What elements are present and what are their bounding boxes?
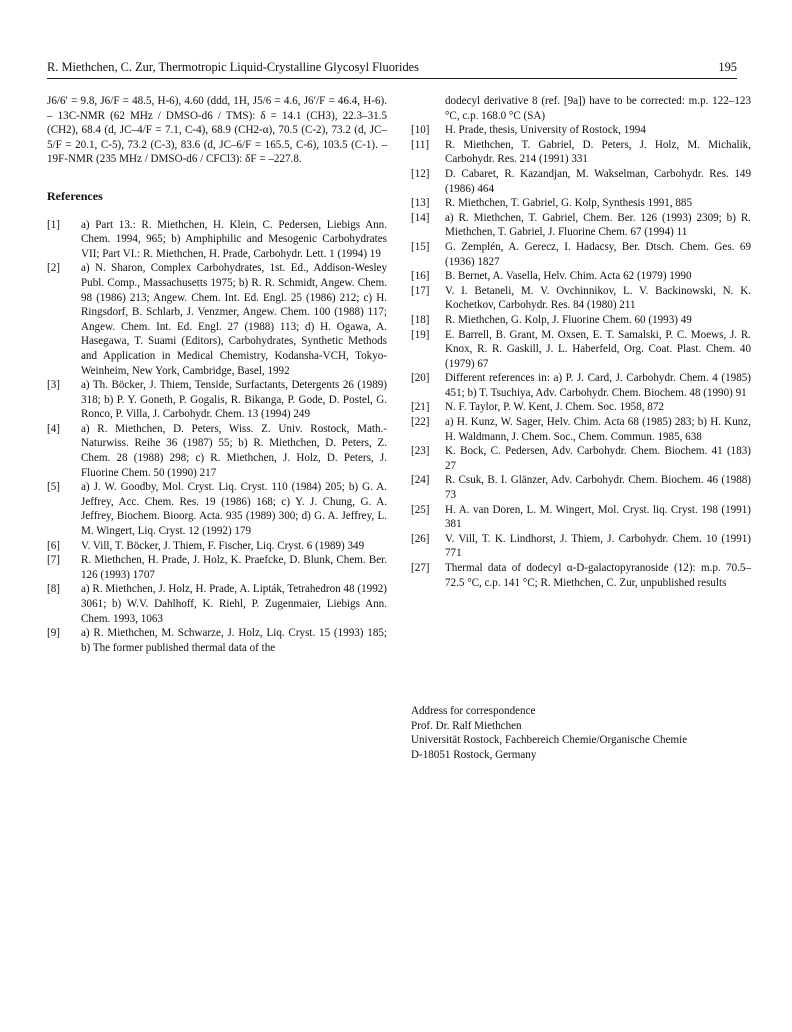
reference-number: [13]	[411, 197, 430, 210]
reference-text: E. Barrell, B. Grant, M. Oxsen, E. T. Samalski, P. C. Moews, J. R. Knox, R. R. Gaskill, J. L. Haberfeld, Org. Coat. Plast. Chem. 40 (1979) 67	[445, 328, 751, 370]
reference-number: [27]	[411, 562, 430, 574]
reference-number: [25]	[411, 503, 430, 516]
reference-number: [5]	[47, 481, 60, 494]
reference-text: H. A. van Doren, L. M. Wingert, Mol. Cryst. liq. Cryst. 198 (1991) 381	[445, 503, 751, 531]
reference-item	[411, 400, 751, 415]
reference-item	[411, 444, 751, 473]
reference-item	[411, 123, 751, 138]
reference-text: B. Bernet, A. Vasella, Helv. Chim. Acta 62 (1979) 1990	[445, 270, 692, 283]
reference-text: R. Miethchen, G. Kolp, J. Fluorine Chem. 60 (1993) 49	[445, 313, 692, 326]
reference-number: [10]	[411, 124, 430, 137]
reference-text: R. Miethchen, H. Prade, J. Holz, K. Praefcke, D. Blunk, Chem. Ber. 126 (1993) 1707	[81, 554, 387, 581]
reference-item	[411, 196, 751, 211]
reference-item	[411, 167, 751, 196]
reference-text: V. Vill, T. K. Lindhorst, J. Thiem, J. Carbohydr. Chem. 10 (1991) 771	[445, 532, 751, 560]
reference-text: Different references in: a) P. J. Card, J. Carbohydr. Chem. 4 (1985) 451; b) T. Tsuchiya, Adv. Carbohydr. Chem. Biochem. 48 (1990) 91	[445, 372, 751, 399]
reference-item	[411, 415, 751, 444]
reference-item	[47, 626, 387, 655]
reference-text: N. F. Taylor, P. W. Kent, J. Chem. Soc. 1958, 872	[445, 401, 664, 414]
reference-number: [2]	[47, 262, 60, 275]
reference-number: [19]	[411, 328, 430, 341]
reference-text: R. Miethchen, T. Gabriel, G. Kolp, Synthesis 1991, 885	[445, 197, 693, 210]
reference-item	[47, 261, 387, 378]
reference-number: [17]	[411, 284, 430, 297]
reference-number: [23]	[411, 445, 430, 458]
reference-text: a) Th. Böcker, J. Thiem, Tenside, Surfactants, Detergents 26 (1989) 318; b) P. Y. Goneth, P. Gogalis, R. Bikanga, P. Gode, D. Postel, G. Ronco, P. Villa, J. Carbohydr. Chem. 13 (1994) 249	[81, 379, 387, 421]
reference-number: [24]	[411, 474, 430, 487]
reference-text: a) N. Sharon, Complex Carbohydrates, 1st. Ed., Addison-Wesley Publ. Comp., Massachusetts 1975; b) R. R. Schmidt, Angew. Chem. 98 (1986) 213; Angew. Chem. Int. Ed. Engl. 25 (1986) 212; c) H. Ringsdorf, B. Schlarb, J. Venzmer, Angew. Chem. 100 (1988) 117; Angew. Chem. Int. Ed. Engl. 27 (1988) 113; d) H. Ogawa, A. Hasegawa, T. Suami (Editors), Carbohydrates, Synthetic Methods and Application in Medical Chemistry, Kodansha-VCH, Tokyo-Weinheim, New York, Cambridge, Basel, 1992	[81, 262, 387, 377]
reference-item	[411, 313, 751, 328]
address-line: Address for correspondence	[411, 705, 536, 718]
reference-item	[411, 473, 751, 502]
reference-number: [11]	[411, 138, 430, 151]
right-column	[411, 94, 751, 763]
reference-item	[411, 211, 751, 240]
reference-item	[411, 328, 751, 372]
reference-text: G. Zemplén, A. Gerecz, I. Hadacsy, Ber. Dtsch. Chem. Ges. 69 (1936) 1827	[445, 240, 751, 268]
references-list-left	[47, 218, 387, 656]
reference-number: [22]	[411, 416, 430, 429]
reference-item	[47, 218, 387, 262]
reference-number: [1]	[47, 218, 60, 231]
reference-number: [9]	[47, 627, 60, 640]
reference-item	[47, 553, 387, 582]
reference-item	[411, 371, 751, 400]
reference-text: R. Miethchen, T. Gabriel, D. Peters, J. Holz, M. Michalik, Carbohydr. Res. 214 (1991) 331	[445, 138, 751, 166]
left-column	[47, 94, 387, 655]
reference-number: [4]	[47, 422, 60, 435]
address-line: Universität Rostock, Fachbereich Chemie/Organische Chemie	[411, 734, 688, 747]
running-head	[47, 60, 737, 75]
reference-number: [3]	[47, 379, 60, 392]
address-line: Prof. Dr. Ralf Miethchen	[411, 719, 522, 732]
reference-item	[411, 561, 751, 590]
reference-number: [18]	[411, 313, 430, 326]
reference-item	[47, 422, 387, 480]
reference-item	[411, 269, 751, 284]
header-rule	[47, 78, 737, 79]
reference-number: [6]	[47, 539, 60, 552]
reference-number: [26]	[411, 532, 430, 545]
reference-text: Thermal data of dodecyl α-D-galactopyranoside (12): m.p. 70.5–72.5 °C, c.p. 141 °C; R. Miethchen, C. Zur, unpublished results	[445, 562, 751, 589]
correspondence-address	[411, 704, 751, 762]
references-list-right	[411, 94, 751, 590]
reference-text: R. Csuk, B. I. Glänzer, Adv. Carbohydr. Chem. Biochem. 46 (1988) 73	[445, 474, 751, 502]
reference-number: [20]	[411, 372, 430, 385]
reference-text: a) H. Kunz, W. Sager, Helv. Chim. Acta 68 (1985) 283; b) H. Kunz, H. Waldmann, J. Chem. Soc., Chem. Commun. 1985, 638	[445, 416, 751, 443]
reference-item	[47, 378, 387, 422]
reference-item	[411, 532, 751, 561]
reference-item	[411, 503, 751, 532]
reference-item	[47, 539, 387, 554]
reference-text: K. Bock, C. Pedersen, Adv. Carbohydr. Chem. Biochem. 41 (183) 27	[445, 445, 751, 472]
reference-text: D. Cabaret, R. Kazandjan, M. Wakselman, Carbohydr. Res. 149 (1986) 464	[445, 167, 751, 195]
reference-text: dodecyl derivative 8 (ref. [9a]) have to be corrected: m.p. 122–123 °C, c.p. 168.0 °C (SA)	[445, 95, 751, 122]
reference-text: a) R. Miethchen, J. Holz, H. Prade, A. Lipták, Tetrahedron 48 (1992) 3061; b) W.V. Dahlhoff, K. Riehl, P. Zugenmaier, Liebigs Ann. Chem. 1993, 1063	[81, 583, 387, 625]
reference-number: [8]	[47, 583, 60, 596]
reference-item	[47, 582, 387, 626]
reference-number: [14]	[411, 211, 430, 224]
reference-text: a) R. Miethchen, T. Gabriel, Chem. Ber. 126 (1993) 2309; b) R. Miethchen, T. Gabriel, J. Fluorine Chem. 67 (1994) 11	[445, 211, 751, 239]
reference-item	[411, 94, 751, 123]
references-heading: References	[47, 188, 103, 203]
reference-number: [12]	[411, 167, 430, 180]
reference-text: a) J. W. Goodby, Mol. Cryst. Liq. Cryst. 110 (1984) 205; b) G. A. Jeffrey, Acc. Chem. Res. 19 (1986) 168; c) Y. J. Chung, G. A. Jeffrey, Biochem. Bioorg. Acta. 935 (1989) 300; d) G. A. Jeffrey, L. M. Wingert, Liq. Cryst. 12 (1992) 179	[81, 481, 387, 538]
nmr-data-paragraph: J6/6′ = 9.8, J6/F = 48.5, H-6), 4.60 (ddd, 1H, J5/6 = 4.6, J6′/F = 46.4, H-6). – 13C-NMR (62 MHz / DMSO-d6 / TMS): δ = 14.1 (CH3), 22.3–31.5 (CH2), 68.4 (d, JC–4/F = 7.1, C-4), 68.9 (CH2-α), 70.5 (C-2), 73.2 (d, JC–5/F = 20.1, C-5), 73.2 (C-3), 83.6 (d, JC–6/F = 165.5, C-6), 103.5 (C-1). – 19F-NMR (235 MHz / DMSO-d6 / CFCl3): δF = –227.8.	[47, 95, 387, 166]
page-number: 195	[718, 60, 737, 74]
reference-text: V. Vill, T. Böcker, J. Thiem, F. Fischer, Liq. Cryst. 6 (1989) 349	[81, 539, 365, 552]
reference-text: a) R. Miethchen, D. Peters, Wiss. Z. Univ. Rostock, Math.-Naturwiss. Reihe 36 (1987) 55; b) R. Miethchen, D. Peters, Z. Chem. 28 (1988) 298; c) R. Miethchen, J. Holz, D. Peters, J. Fluorine Chem. 50 (1990) 217	[81, 422, 387, 479]
reference-text: H. Prade, thesis, University of Rostock, 1994	[445, 124, 646, 137]
running-title: R. Miethchen, C. Zur, Thermotropic Liquid-Crystalline Glycosyl Fluorides	[47, 60, 419, 74]
reference-item	[47, 480, 387, 538]
reference-item	[411, 240, 751, 269]
reference-number: [16]	[411, 270, 430, 283]
reference-number: [21]	[411, 401, 430, 414]
reference-item	[411, 284, 751, 313]
reference-text: V. I. Betaneli, M. V. Ovchinnikov, L. V. Backinowski, N. K. Kochetkov, Carbohydr. Res. 84 (1980) 211	[445, 284, 751, 312]
reference-item	[411, 138, 751, 167]
reference-number: [15]	[411, 240, 430, 253]
reference-text: a) Part 13.: R. Miethchen, H. Klein, C. Pedersen, Liebigs Ann. Chem. 1994, 965; b) Amphiphilic and Mesogenic Carbohydrates VII; Part VI.: R. Miethchen, H. Prade, Carbohydr. Lett. 1 (1994) 19	[81, 218, 387, 260]
reference-text: a) R. Miethchen, M. Schwarze, J. Holz, Liq. Cryst. 15 (1993) 185; b) The former published thermal data of the	[81, 627, 387, 654]
address-line: D-18051 Rostock, Germany	[411, 748, 537, 761]
reference-number: [7]	[47, 554, 60, 567]
